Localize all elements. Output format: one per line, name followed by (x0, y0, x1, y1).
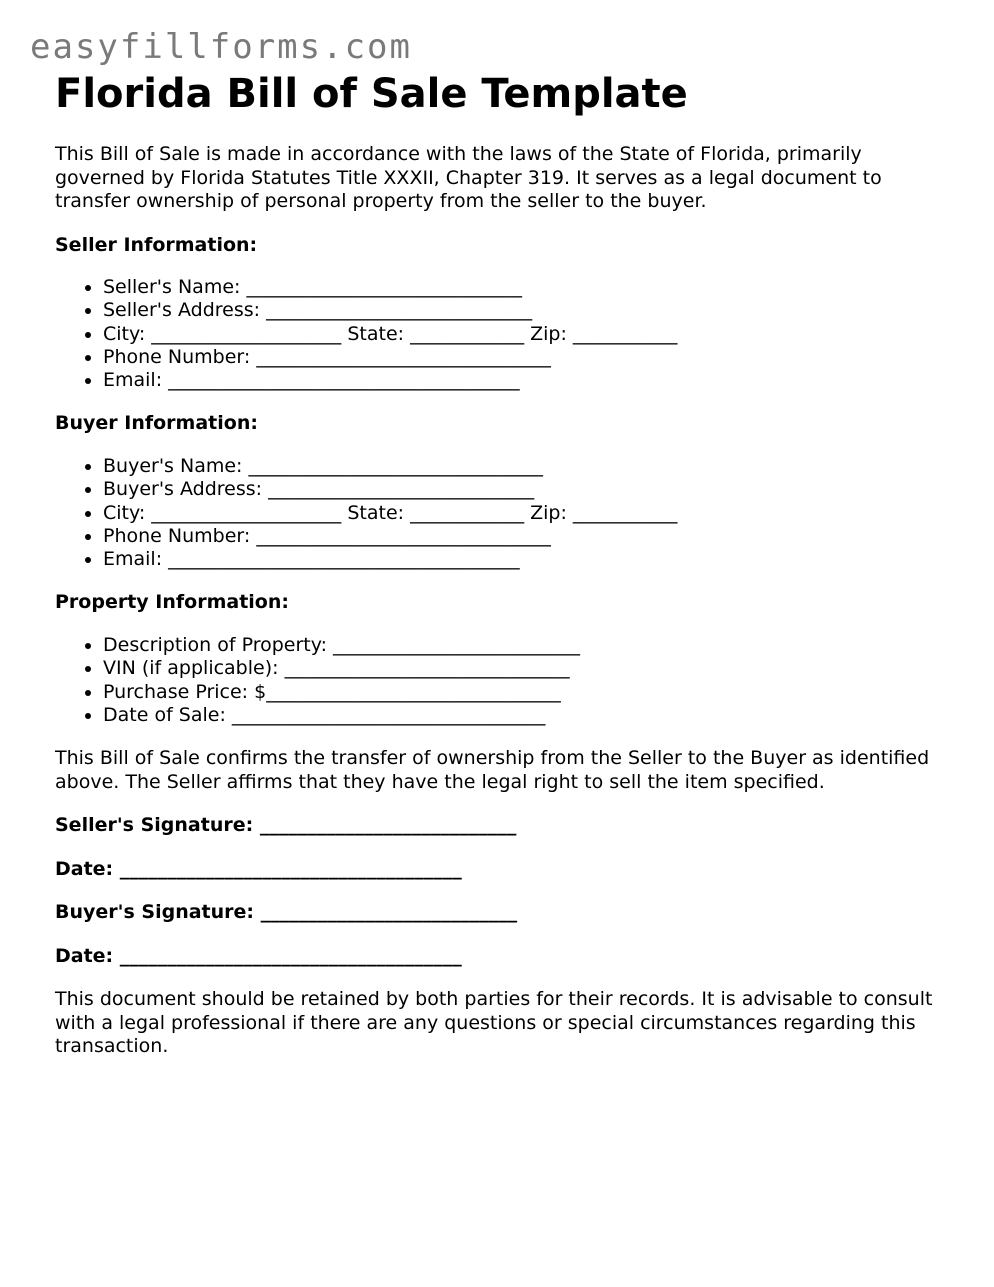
buyer-date-line[interactable]: Date: ____________________________________ (55, 944, 462, 967)
document-page (55, 70, 955, 1059)
seller-signature-line[interactable]: Seller's Signature: ___________________________ (55, 814, 517, 837)
vin-field[interactable]: • VIN (if applicable): ______________________________ (103, 657, 955, 680)
closing-paragraph: This document should be retained by both parties for their records. It is advisable to consult with a legal professional if there are any questions or special circumstances regarding this transaction. (55, 988, 933, 1058)
seller-address-field[interactable]: • Seller's Address: ____________________________ (103, 299, 955, 322)
document-title: Florida Bill of Sale Template (55, 71, 688, 117)
confirmation-paragraph: This Bill of Sale confirms the transfer of ownership from the Seller to the Buyer as identified above. The Seller affirms that they have the legal right to sell the item specified. (55, 747, 930, 793)
intro-paragraph: This Bill of Sale is made in accordance with the laws of the State of Florida, primarily governed by Florida Statutes Title XXXII, Chapter 319. It serves as a legal document to transfer ownership of personal property from the seller to the buyer. (55, 143, 882, 212)
buyer-name-field[interactable]: • Buyer's Name: _______________________________ (103, 455, 955, 478)
seller-date-line[interactable]: Date: ____________________________________ (55, 857, 462, 880)
buyer-city-state-zip-field[interactable]: • City: ____________________ State: ____________ Zip: ___________ (103, 502, 955, 525)
property-section-heading: Property Information: (55, 591, 289, 614)
seller-name-field[interactable]: • Seller's Name: _____________________________ (103, 276, 955, 299)
buyer-phone-field[interactable]: • Phone Number: _______________________________ (103, 525, 955, 548)
seller-city-state-zip-field[interactable]: • City: ____________________ State: ____________ Zip: ___________ (103, 323, 955, 346)
seller-email-field[interactable]: • Email: _____________________________________ (103, 369, 955, 392)
seller-phone-field[interactable]: • Phone Number: _______________________________ (103, 346, 955, 369)
buyer-info-list (55, 455, 955, 571)
property-description-field[interactable]: • Description of Property: __________________________ (103, 634, 955, 657)
buyer-address-field[interactable]: • Buyer's Address: ____________________________ (103, 478, 955, 501)
date-of-sale-field[interactable]: • Date of Sale: _________________________________ (103, 704, 955, 727)
seller-section-heading: Seller Information: (55, 233, 258, 256)
watermark-text: easyfillforms.com (30, 27, 412, 67)
property-info-list (55, 634, 955, 727)
buyer-section-heading: Buyer Information: (55, 412, 258, 435)
buyer-email-field[interactable]: • Email: _____________________________________ (103, 548, 955, 571)
buyer-signature-line[interactable]: Buyer's Signature: ___________________________ (55, 901, 518, 924)
seller-info-list (55, 276, 955, 392)
purchase-price-field[interactable]: • Purchase Price: $_______________________________ (103, 681, 955, 704)
